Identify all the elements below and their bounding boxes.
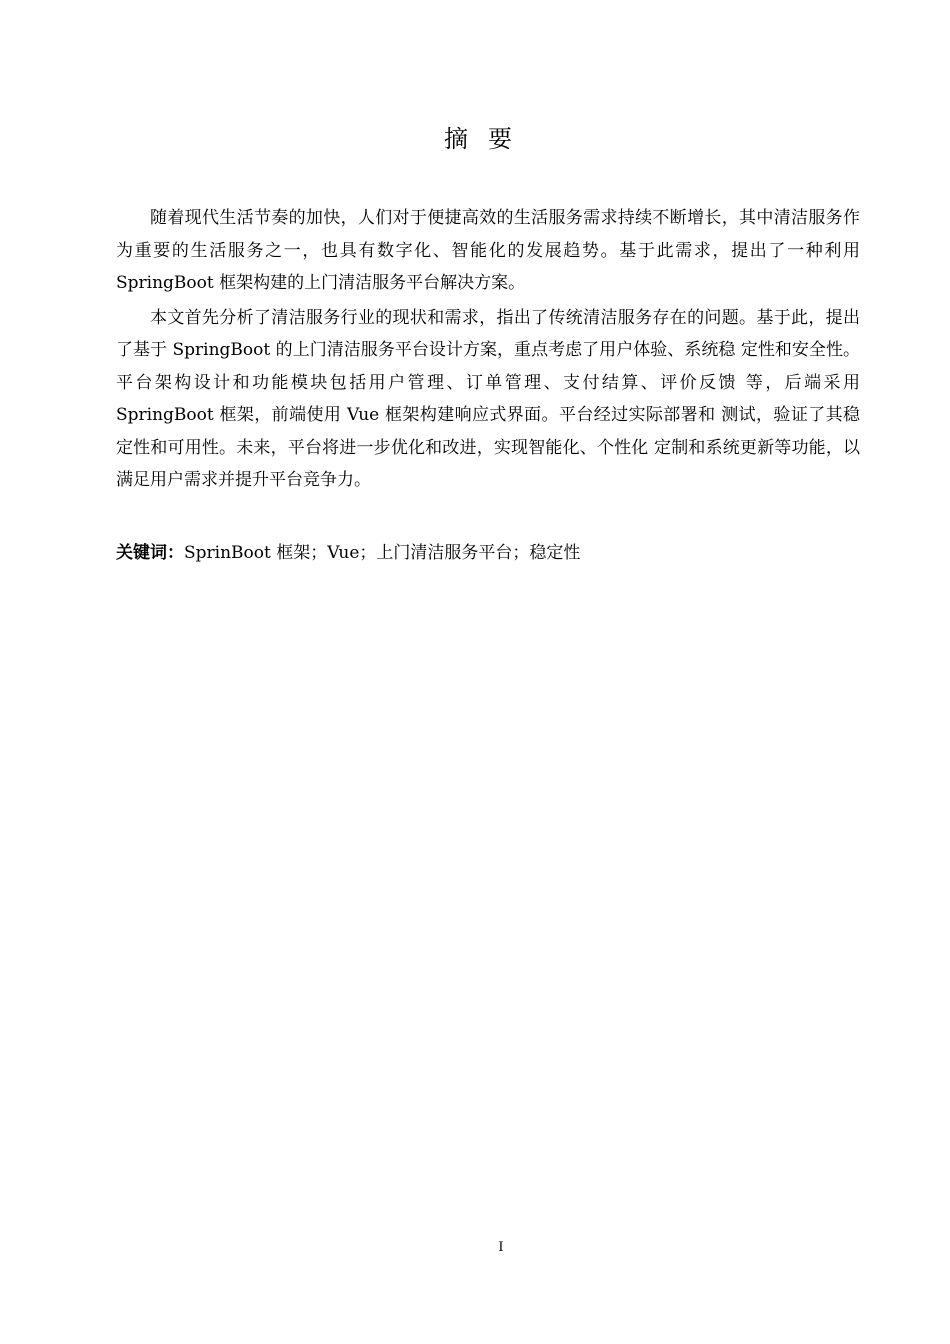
abstract-paragraph-2: 本文首先分析了清洁服务行业的现状和需求，指出了传统清洁服务存在的问题。基于此，提出了基于 SpringBoot 的上门清洁服务平台设计方案，重点考虑了用户体验、系统稳 定性和安全性。平台架构设计和功能模块包括用户管理、订单管理、支付结算、评价反馈 等，后端采用 SpringBoot 框架，前端使用 Vue 框架构建响应式界面。平台经过实际部署和 测试，验证了其稳定性和可用性。未来，平台将进一步优化和改进，实现智能化、个性化 定制和系统更新等功能，以满足用户需求并提升平台竞争力。 xyxy=(116,307,860,490)
abstract-body xyxy=(116,202,860,499)
keywords-line xyxy=(116,538,860,568)
keywords-label: 关键词： xyxy=(116,543,184,563)
keywords-text: SprinBoot 框架；Vue；上门清洁服务平台；稳定性 xyxy=(184,543,581,563)
page-title: 摘要 xyxy=(444,125,532,153)
abstract-paragraph-1: 随着现代生活节奏的加快，人们对于便捷高效的生活服务需求持续不断增长，其中清洁服务作为重要的生活服务之一，也具有数字化、智能化的发展趋势。基于此需求，提出了一种利用 SpringBoot 框架构建的上门清洁服务平台解决方案。 xyxy=(116,208,860,293)
page-number: I xyxy=(498,1240,504,1255)
